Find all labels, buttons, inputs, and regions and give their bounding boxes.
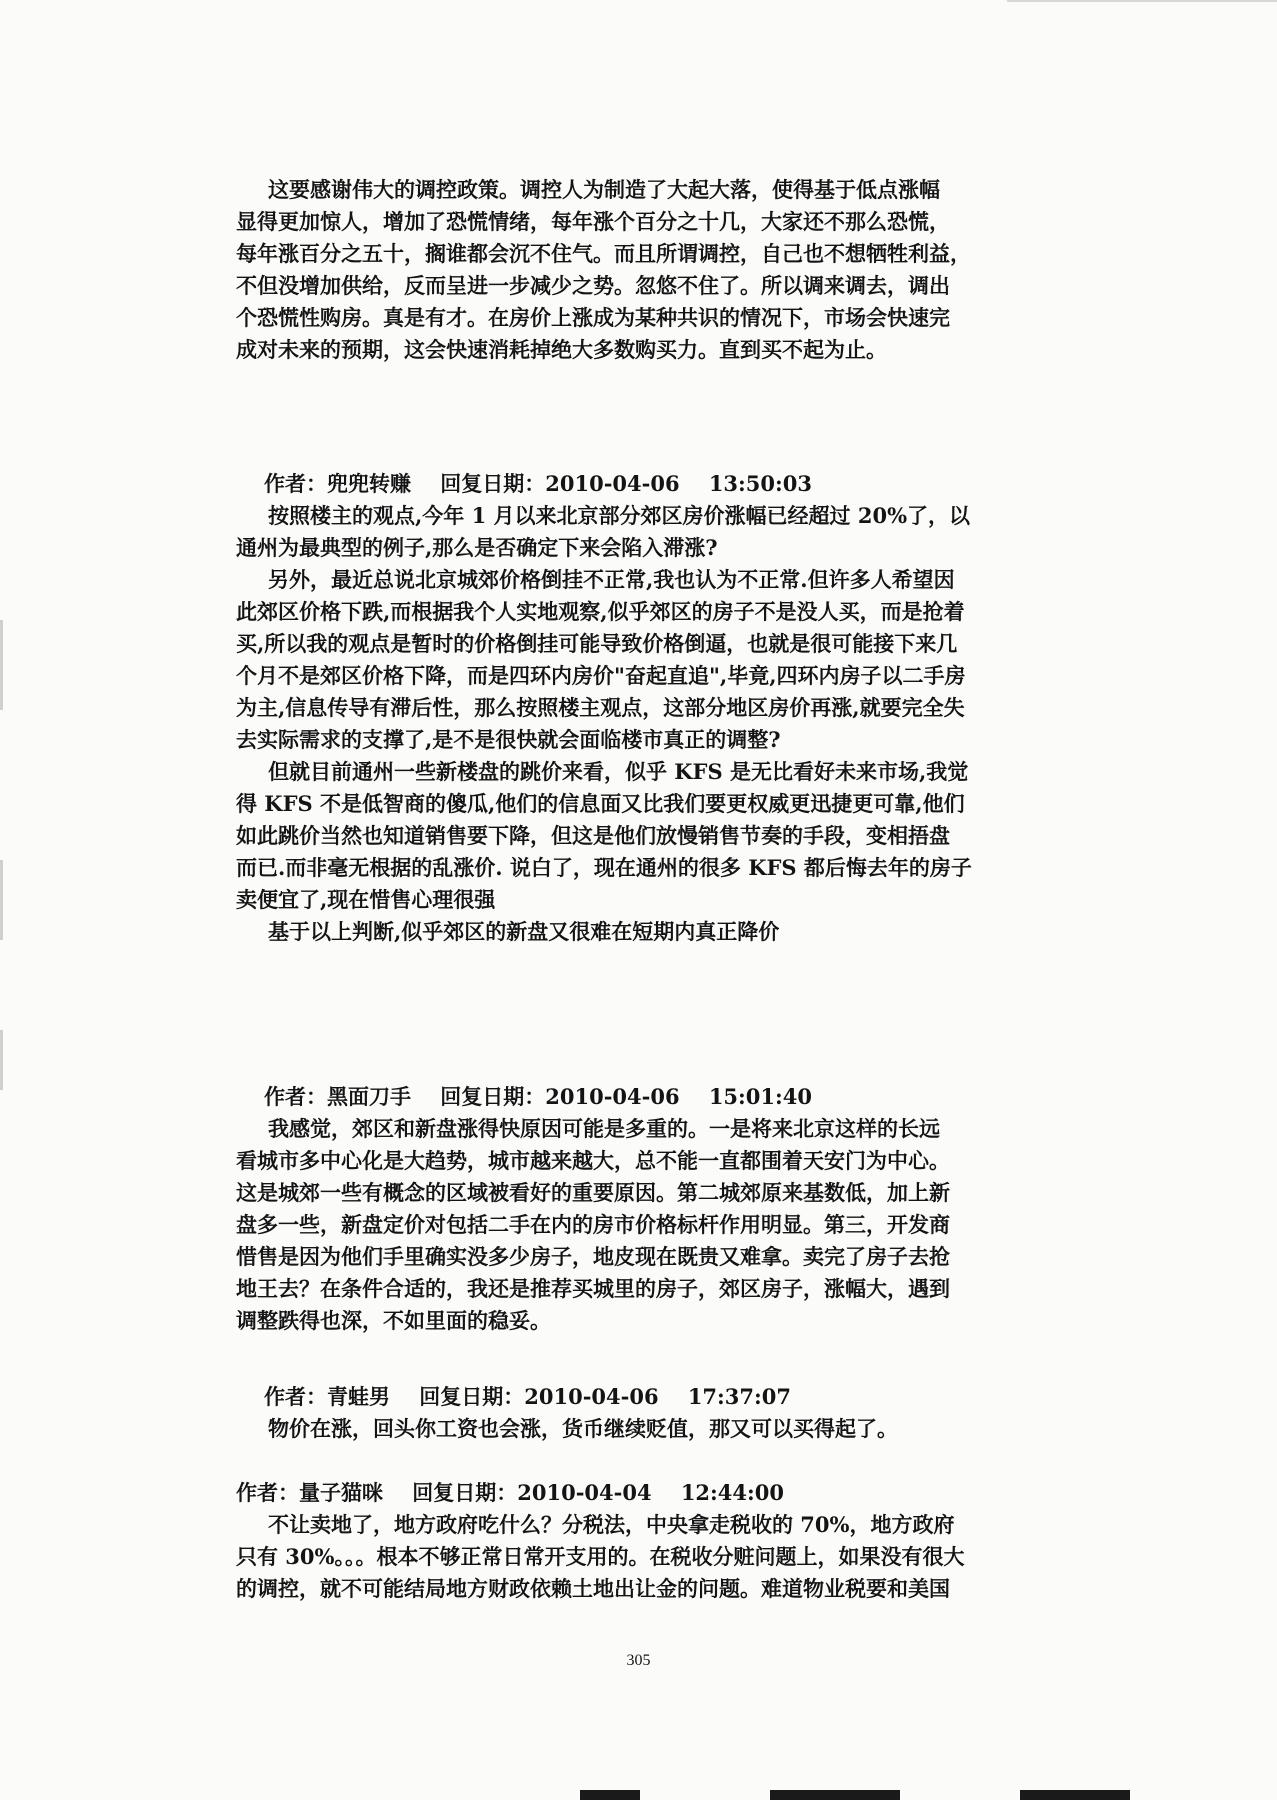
text-line: 通州为最典型的例子,那么是否确定下来会陷入滞涨? [236,535,718,560]
text-line: 这要感谢伟大的调控政策。调控人为制造了大起大落，使得基于低点涨幅 [268,177,940,202]
text-line: 不让卖地了，地方政府吃什么？分税法，中央拿走税收的 70%，地方政府 [268,1512,955,1537]
text-line: 得 KFS 不是低智商的傻瓜,他们的信息面又比我们要更权威更迅捷更可靠,他们 [236,791,965,816]
text-line: 盘多一些，新盘定价对包括二手在内的房市价格标杆作用明显。第三，开发商 [236,1212,950,1237]
reply-post [236,468,1076,948]
post-header: 作者：黑面刀手 回复日期：2010-04-06 15:01:40 [264,1084,812,1109]
text-line: 基于以上判断,似乎郊区的新盘又很难在短期内真正降价 [268,919,780,944]
text-line: 地王去？在条件合适的，我还是推荐买城里的房子，郊区房子，涨幅大，遇到 [236,1276,950,1301]
scan-margin-mark [0,620,3,710]
text-line: 显得更加惊人，增加了恐慌情绪，每年涨个百分之十几，大家还不那么恐慌， [236,209,950,234]
scan-margin-mark [0,1030,3,1090]
text-line: 只有 30%。。。根本不够正常日常开支用的。在税收分赃问题上，如果没有很大 [236,1544,965,1569]
text-line: 而已.而非毫无根据的乱涨价. 说白了，现在通州的很多 KFS 都后悔去年的房子 [236,855,972,880]
text-line: 如此跳价当然也知道销售要下降，但这是他们放慢销售节奏的手段，变相捂盘 [236,823,950,848]
post-header: 作者：青蛙男 回复日期：2010-04-06 17:37:07 [264,1384,791,1409]
post-header: 作者：量子猫咪 回复日期：2010-04-04 12:44:00 [236,1480,784,1505]
text-line: 不但没增加供给，反而呈进一步减少之势。忽悠不住了。所以调来调去，调出 [236,273,950,298]
text-line: 这是城郊一些有概念的区域被看好的重要原因。第二城郊原来基数低，加上新 [236,1180,950,1205]
text-line: 但就目前通州一些新楼盘的跳价来看，似乎 KFS 是无比看好未来市场,我觉 [268,759,969,784]
text-line: 我感觉，郊区和新盘涨得快原因可能是多重的。一是将来北京这样的长远 [268,1116,940,1141]
text-line: 调整跌得也深，不如里面的稳妥。 [236,1308,551,1333]
text-line: 另外，最近总说北京城郊价格倒挂不正常,我也认为不正常.但许多人希望因 [268,567,955,592]
reply-post [236,1381,1076,1445]
text-line: 去实际需求的支撑了,是不是很快就会面临楼市真正的调整? [236,727,781,752]
text-line: 个月不是郊区价格下降，而是四环内房价"奋起直追",毕竟,四环内房子以二手房 [236,663,966,688]
post-header: 作者：兜兜转赚 回复日期：2010-04-06 13:50:03 [264,471,812,496]
scan-margin-mark [0,860,3,940]
text-line: 每年涨百分之五十，搁谁都会沉不住气。而且所谓调控，自己也不想牺牲利益， [236,241,971,266]
reply-post [236,1477,1076,1605]
text-line: 此郊区价格下跌,而根据我个人实地观察,似乎郊区的房子不是没人买，而是抢着 [236,599,965,624]
scan-edge-rule [1007,0,1277,2]
text-line: 个恐慌性购房。真是有才。在房价上涨成为某种共识的情况下，市场会快速完 [236,305,950,330]
reply-post [236,1081,1076,1337]
text-line: 物价在涨，回头你工资也会涨，货币继续贬值，那又可以买得起了。 [268,1416,898,1441]
text-line: 惜售是因为他们手里确实没多少房子，地皮现在既贵又难拿。卖完了房子去抢 [236,1244,950,1269]
text-line: 按照楼主的观点,今年 1 月以来北京部分郊区房价涨幅已经超过 20%了，以 [268,503,971,528]
scan-edge-mark [770,1790,900,1800]
scan-edge-mark [580,1790,640,1800]
text-line: 的调控，就不可能结局地方财政依赖土地出让金的问题。难道物业税要和美国 [236,1576,950,1601]
scan-edge-mark [1020,1790,1130,1800]
intro-paragraph [236,174,1076,366]
text-line: 成对未来的预期，这会快速消耗掉绝大多数购买力。直到买不起为止。 [236,337,887,362]
page-number: 305 [626,1652,651,1669]
text-line: 为主,信息传导有滞后性，那么按照楼主观点，这部分地区房价再涨,就要完全失 [236,695,965,720]
text-line: 看城市多中心化是大趋势，城市越来越大，总不能一直都围着天安门为中心。 [236,1148,950,1173]
text-line: 卖便宜了,现在惜售心理很强 [236,887,496,912]
text-line: 买,所以我的观点是暂时的价格倒挂可能导致价格倒逼，也就是很可能接下来几 [236,631,958,656]
